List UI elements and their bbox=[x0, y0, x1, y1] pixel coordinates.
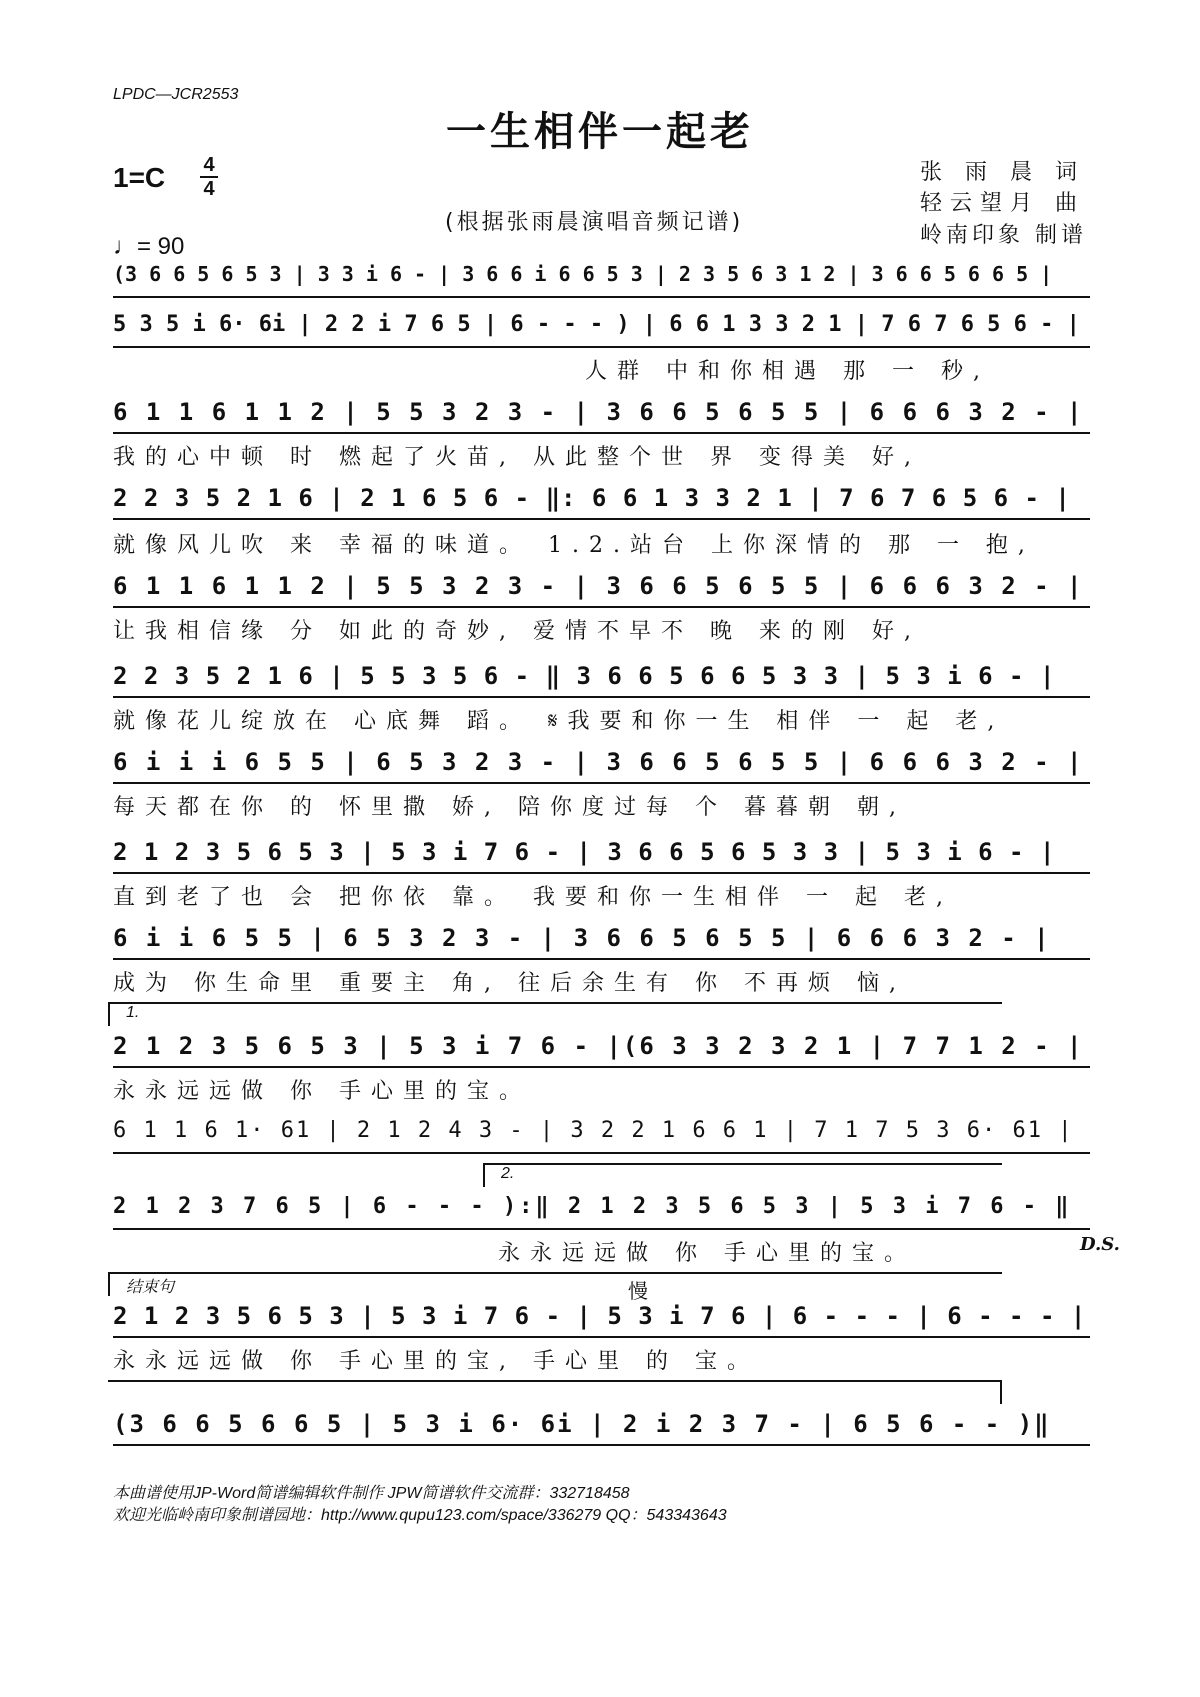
composer-credit: 轻云望月 曲 bbox=[920, 191, 1085, 216]
slow-marking: 慢 bbox=[628, 1279, 648, 1303]
beat-underline bbox=[113, 606, 1090, 608]
score-system bbox=[113, 662, 1090, 706]
beat-underline bbox=[113, 1228, 1090, 1230]
score-system bbox=[113, 838, 1090, 882]
beat-underline bbox=[113, 518, 1090, 520]
beat-underline bbox=[113, 958, 1090, 960]
notation-line: 2 2 3 5 2 1 6 | 5 5 3 5 6 - ‖ 3 6 6 5 6 6 5 3 3 | 5 3 i 6 - | bbox=[113, 662, 1056, 690]
tempo-marking: ♩= 90 bbox=[113, 233, 185, 260]
meter-bottom: 4 bbox=[203, 178, 215, 200]
notation-line: 2 1 2 3 5 6 5 3 | 5 3 i 7 6 - |(6 3 3 2 3 2 1 | 7 7 1 2 - | bbox=[113, 1032, 1084, 1060]
lyric-line: 永永远远做 你 手心里的宝。 bbox=[113, 1079, 531, 1104]
lyric-line: 直到老了也 会 把你依 靠。 我要和你一生相伴 一 起 老, bbox=[113, 885, 953, 910]
dal-segno-marking: D.S. bbox=[1080, 1234, 1120, 1255]
volta-bracket-2 bbox=[483, 1163, 1002, 1187]
notation-line: 6 i i 6 5 5 | 6 5 3 2 3 - | 3 6 6 5 6 5 5 | 6 6 6 3 2 - | bbox=[113, 924, 1051, 952]
beat-underline bbox=[113, 782, 1090, 784]
lyric-line: 永永远远做 你 手心里的宝。 bbox=[498, 1241, 916, 1266]
lyric-line: 就像花儿绽放在 心底舞 蹈。 𝄋我要和你一生 相伴 一 起 老, bbox=[113, 709, 1005, 734]
volta-1-label: 1. bbox=[126, 1004, 140, 1021]
beat-underline bbox=[113, 1066, 1090, 1068]
score-system bbox=[113, 924, 1090, 968]
coda-bracket bbox=[108, 1380, 1002, 1404]
beat-underline bbox=[113, 346, 1090, 348]
key-signature: 1=C bbox=[113, 162, 166, 193]
lyric-line: 让我相信缘 分 如此的奇妙, 爱情不早不 晚 来的刚 好, bbox=[113, 619, 921, 644]
lyric-line: 每天都在你 的 怀里撒 娇, 陪你度过每 个 暮暮朝 朝, bbox=[113, 795, 906, 820]
beat-underline bbox=[113, 1336, 1090, 1338]
score-system bbox=[113, 1302, 1090, 1346]
score-system bbox=[113, 1410, 1090, 1454]
beat-underline bbox=[113, 696, 1090, 698]
score-system bbox=[113, 748, 1090, 792]
volta-bracket-1 bbox=[108, 1002, 1002, 1026]
notation-line: 6 1 1 6 1 1 2 | 5 5 3 2 3 - | 3 6 6 5 6 5 5 | 6 6 6 3 2 - | bbox=[113, 398, 1084, 426]
notation-line: 6 1 1 6 1· 61 | 2 1 2 4 3 - | 3 2 2 1 6 6 1 | 7 1 7 5 3 6· 61 | bbox=[113, 1118, 1074, 1143]
lyric-line: 人群 中和你相遇 那 一 秒, bbox=[585, 359, 990, 384]
beat-underline bbox=[113, 1444, 1090, 1446]
lyricist-credit: 张 雨 晨 词 bbox=[920, 160, 1085, 185]
lyric-line: 成为 你生命里 重要主 角, 往后余生有 你 不再烦 恼, bbox=[113, 971, 906, 996]
ending-bracket bbox=[108, 1272, 1002, 1296]
beat-underline bbox=[113, 432, 1090, 434]
footer-line-2: 欢迎光临岭南印象制谱园地：http://www.qupu123.com/space/336279 QQ：543343643 bbox=[113, 1507, 727, 1524]
notation-line: (3 6 6 5 6 6 5 | 5 3 i 6· 6i | 2 i 2 3 7 - | 6 5 6 - - )‖ bbox=[113, 1410, 1051, 1438]
score-system bbox=[113, 484, 1090, 528]
score-system bbox=[113, 1194, 1090, 1238]
score-system bbox=[113, 572, 1090, 616]
score-system bbox=[113, 312, 1090, 356]
time-signature bbox=[200, 154, 218, 200]
lyric-line: 我的心中顿 时 燃起了火苗, 从此整个世 界 变得美 好, bbox=[113, 445, 921, 470]
volta-2-label: 2. bbox=[501, 1165, 515, 1182]
notation-line: 2 2 3 5 2 1 6 | 2 1 6 5 6 - ‖: 6 6 1 3 3 2 1 | 7 6 7 6 5 6 - | bbox=[113, 484, 1071, 512]
score-system bbox=[113, 398, 1090, 442]
lyric-line: 永永远远做 你 手心里的宝, 手心里 的 宝。 bbox=[113, 1349, 759, 1374]
notation-line: (3 6 6 5 6 5 3 | 3 3 i 6 - | 3 6 6 i 6 6 5 3 | 2 3 5 6 3 1 2 | 3 6 6 5 6 6 5 | bbox=[113, 262, 1053, 286]
footer-line-1: 本曲谱使用JP-Word简谱编辑软件制作 JPW简谱软件交流群：332718458 bbox=[113, 1485, 630, 1502]
song-title: 一生相伴一起老 bbox=[446, 108, 754, 155]
notation-line: 2 1 2 3 5 6 5 3 | 5 3 i 7 6 - | 3 6 6 5 6 5 3 3 | 5 3 i 6 - | bbox=[113, 838, 1056, 866]
notation-line: 6 1 1 6 1 1 2 | 5 5 3 2 3 - | 3 6 6 5 6 5 5 | 6 6 6 3 2 - | bbox=[113, 572, 1084, 600]
score-system bbox=[113, 1032, 1090, 1076]
beat-underline bbox=[113, 296, 1090, 298]
lyric-line: 就像风儿吹 来 幸福的味道。 1.2.站台 上你深情的 那 一 抱, bbox=[113, 533, 1035, 558]
arranger-credit: 岭南印象 制谱 bbox=[920, 223, 1087, 248]
notation-line: 5 3 5 i 6· 6i | 2 2 i 7 6 5 | 6 - - - ) | 6 6 1 3 3 2 1 | 7 6 7 6 5 6 - | bbox=[113, 312, 1080, 337]
beat-underline bbox=[113, 872, 1090, 874]
score-system bbox=[113, 1118, 1090, 1162]
notation-line: 6 i i i 6 5 5 | 6 5 3 2 3 - | 3 6 6 5 6 5 5 | 6 6 6 3 2 - | bbox=[113, 748, 1084, 776]
score-system bbox=[113, 262, 1090, 306]
notation-line: 2 1 2 3 7 6 5 | 6 - - - ):‖ 2 1 2 3 5 6 5 3 | 5 3 i 7 6 - ‖ bbox=[113, 1194, 1072, 1219]
meter-top: 4 bbox=[203, 154, 215, 176]
notation-line: 2 1 2 3 5 6 5 3 | 5 3 i 7 6 - | 5 3 i 7 6 | 6 - - - | 6 - - - | bbox=[113, 1302, 1087, 1330]
source-note: (根据张雨晨演唱音频记谱) bbox=[445, 210, 744, 235]
ending-label: 结束句 bbox=[126, 1279, 175, 1296]
beat-underline bbox=[113, 1152, 1090, 1154]
score-code: LPDC—JCR2553 bbox=[113, 86, 239, 103]
